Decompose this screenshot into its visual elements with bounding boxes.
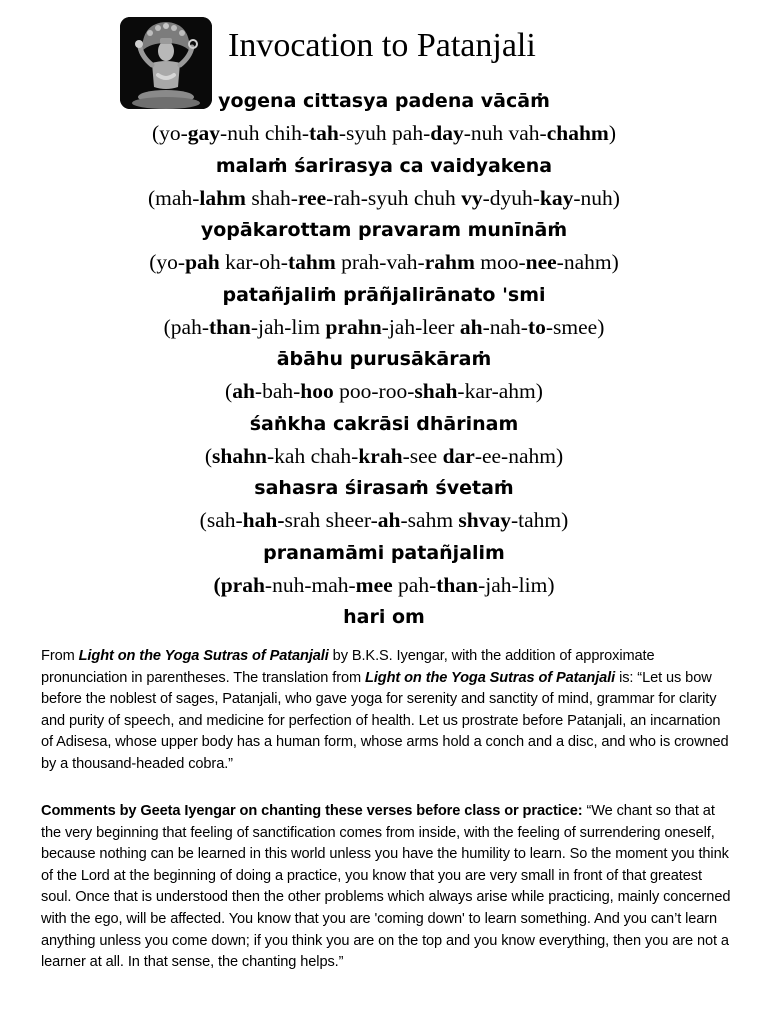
pronunciation-line [0, 375, 768, 408]
pronunciation-syllable: moo- [474, 250, 526, 274]
book-title: Light on the Yoga Sutras of Patanjali [78, 648, 329, 664]
pronunciation-syllable: (yo- [151, 121, 188, 145]
stressed-syllable: hoo [300, 379, 334, 403]
pronunciation-syllable: (mah- [148, 185, 200, 210]
sanskrit-verse-line: yopākarottam pravaram munīnāṁ [200, 219, 568, 241]
stressed-syllable: than [436, 572, 479, 597]
pronunciation-syllable: -nuh-mah- [264, 572, 356, 597]
pronunciation-syllable: ( [204, 443, 213, 468]
source-text-2: by B.K.S. Iyengar, with the addition of approximate pronunciation in parentheses. The translation from [41, 648, 655, 686]
pronunciation-syllable: -rah-syuh chuh [326, 185, 462, 210]
stressed-syllable: prah [220, 572, 265, 597]
pronunciation-syllable: -jah-lim) [478, 572, 555, 597]
stressed-syllable: ree [297, 185, 327, 210]
stressed-syllable: dar [442, 443, 475, 468]
stressed-syllable: chahm [546, 121, 609, 145]
source-paragraph [41, 646, 731, 776]
book-title: Light on the Yoga Sutras of Patanjali [365, 669, 616, 686]
pronunciation-syllable: prah-vah- [335, 250, 425, 274]
pronunciation-syllable: -nuh chih- [220, 121, 310, 145]
pronunciation-syllable: -sahm [400, 508, 459, 532]
sanskrit-verse-line: hari om [343, 606, 425, 628]
pronunciation-syllable: -kar-ahm) [457, 379, 543, 403]
stressed-syllable: ah [377, 508, 401, 532]
stressed-syllable: day [430, 121, 464, 145]
stressed-syllable: vy [461, 185, 483, 210]
pronunciation-syllable: pah- [392, 572, 437, 597]
pronunciation-syllable: srah sheer- [284, 508, 378, 532]
pronunciation-line [0, 569, 768, 602]
pronunciation-syllable: -nahm) [556, 250, 619, 274]
comments-paragraph [41, 801, 731, 974]
stressed-syllable: tah [309, 121, 339, 145]
pronunciation-syllable: (yo- [149, 250, 186, 274]
comments-lead: Comments by Geeta Iyengar on chanting these verses before class or practice: [41, 803, 583, 819]
pronunciation-syllable: ) [608, 121, 617, 145]
sanskrit-verse-line: śaṅkha cakrāsi dhārinam [249, 412, 519, 435]
pronunciation-syllable: (sah- [199, 508, 243, 532]
stressed-syllable: tahm [287, 250, 336, 274]
sanskrit-verse-line: malaṁ śarirasya ca vaidyakena [215, 154, 553, 177]
stressed-syllable: shvay [458, 508, 511, 532]
pronunciation-syllable: -tahm) [511, 508, 569, 532]
pronunciation-syllable: -see [402, 443, 443, 468]
stressed-syllable: hah- [242, 508, 285, 532]
pronunciation-syllable: -syuh pah- [338, 121, 431, 145]
comments-text: “We chant so that at the very beginning that feeling of sanctification comes from inside, with the feeling of surrendering oneself, because nothing can be learned in this world unless you have the humility to learn. So the moment you think of the Lord at the beginning of doing a practice, you know that you are very small in front of that greatest soul. Once that is understood then the other problems which always arise while practicing, mainly concerned with the ego, will be affected. You know that you are 'coming down' to learn something. And you can’t learn anything unless you come down; if you think you are on the top and you know everything, then you are not a learner at all. In that sense, the chanting helps.” [41, 803, 731, 971]
sanskrit-verse-line: ābāhu purusākāraṁ [276, 348, 492, 370]
pronunciation-line [0, 311, 768, 344]
invocation-verses [0, 85, 768, 633]
pronunciation-line [0, 182, 768, 215]
pronunciation-syllable: -nuh) [573, 185, 620, 210]
pronunciation-syllable: -smee) [545, 314, 605, 339]
stressed-syllable: prahn [325, 314, 382, 339]
pronunciation-syllable: (pah- [163, 314, 210, 339]
stressed-syllable: lahm [199, 185, 246, 210]
pronunciation-syllable: -nah- [482, 314, 528, 339]
pronunciation-syllable: kar-oh- [219, 250, 288, 274]
pronunciation-syllable: -jah-leer [381, 314, 460, 339]
pronunciation-syllable: -nuh vah- [463, 121, 547, 145]
stressed-syllable: ( [213, 572, 221, 597]
stressed-syllable: pah [185, 250, 220, 274]
stressed-syllable: kay [539, 185, 574, 210]
stressed-syllable: rahm [424, 250, 475, 274]
pronunciation-line [0, 440, 768, 473]
sanskrit-verse-line: pranamāmi patañjalim [263, 541, 505, 564]
stressed-syllable: ah [459, 314, 483, 339]
stressed-syllable: than [209, 314, 251, 339]
pronunciation-syllable: -ee-nahm) [474, 443, 564, 468]
translation-text: is: “Let us bow before the noblest of sages, Patanjali, who gave yoga for serenity and sanctity of mind, grammar for clarity and purity of speech, and medicine for perfection of health. Let us prostrate before Patanjali, an incarnation of Adisesa, whose upper body has a human form, whose arms hold a conch and a disc, and who is crowned by a thousand-headed cobra.” [41, 669, 729, 772]
sanskrit-verse-line: patañjaliṁ prāñjalirānato 'smi [222, 283, 546, 306]
pronunciation-syllable: -bah- [254, 379, 301, 403]
source-text-1: From [41, 648, 79, 664]
sanskrit-verse-line: yogena cittasya padena vācāṁ [218, 90, 550, 112]
pronunciation-line [0, 504, 768, 537]
pronunciation-syllable: ( [225, 379, 233, 403]
stressed-syllable: gay [187, 121, 221, 145]
stressed-syllable: to [527, 314, 546, 339]
pronunciation-line [0, 117, 768, 150]
stressed-syllable: mee [355, 572, 393, 597]
stressed-syllable: krah [358, 443, 403, 468]
pronunciation-syllable: poo-roo- [333, 379, 415, 403]
pronunciation-syllable: shah- [245, 185, 298, 210]
stressed-syllable: nee [525, 250, 557, 274]
pronunciation-syllable: -dyuh- [482, 185, 540, 210]
pronunciation-line [0, 246, 768, 279]
stressed-syllable: shahn [212, 443, 268, 468]
sanskrit-verse-line: sahasra śirasaṁ śvetaṁ [254, 477, 514, 499]
pronunciation-syllable: -kah chah- [267, 443, 359, 468]
stressed-syllable: ah [232, 379, 255, 403]
page-title: Invocation to Patanjali [228, 27, 536, 64]
pronunciation-syllable: -jah-lim [250, 314, 326, 339]
stressed-syllable: shah [414, 379, 458, 403]
